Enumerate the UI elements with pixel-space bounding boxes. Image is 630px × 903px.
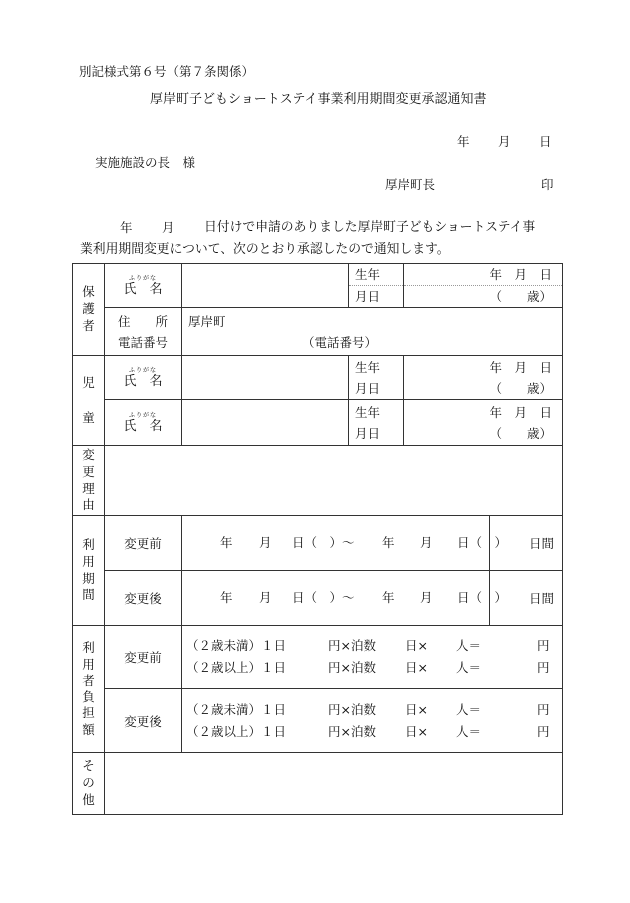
child1-birth-value[interactable]: 年 月 日 （ 歳） xyxy=(404,356,563,400)
form-number: 別記様式第６号（第７条関係） xyxy=(79,64,255,79)
guardian-name-value[interactable] xyxy=(182,264,349,308)
period-after-label: 変更後 xyxy=(105,571,182,626)
date-day: 日 xyxy=(539,134,552,149)
body-line1: 日付けで申請のありました厚岸町子どもショートステイ事 xyxy=(204,220,536,235)
cost-before-value[interactable]: （２歳未満）１日 円×泊数 日× 人＝ 円 （２歳以上）１日 円×泊数 日× 人＝ 円 xyxy=(182,626,563,689)
child-label: 児 童 xyxy=(73,356,105,446)
period-label: 利 用 期 間 xyxy=(73,516,105,626)
reason-value[interactable] xyxy=(105,446,563,516)
child1-name-value[interactable] xyxy=(182,356,349,400)
date-month: 月 xyxy=(498,134,511,149)
cost-before-label: 変更前 xyxy=(105,626,182,689)
other-value[interactable] xyxy=(105,753,563,815)
child2-name-value[interactable] xyxy=(182,400,349,446)
guardian-birth-value[interactable]: 年 月 日 （ 歳） xyxy=(404,264,563,308)
document-title: 厚岸町子どもショートステイ事業利用期間変更承認通知書 xyxy=(150,92,487,107)
body-year: 年 xyxy=(120,220,133,235)
guardian-birth-label: 生年 月日 xyxy=(349,264,404,308)
addressee: 実施施設の長 様 xyxy=(95,155,196,170)
period-before-label: 変更前 xyxy=(105,516,182,571)
child1-birth-label: 生年 月日 xyxy=(349,356,404,400)
period-after-days: 日間 xyxy=(490,571,563,626)
child2-birth-value[interactable]: 年 月 日 （ 歳） xyxy=(404,400,563,446)
reason-label: 変 更 理 由 xyxy=(73,446,105,516)
guardian-address-label: 住 所 電話番号 xyxy=(105,308,182,356)
seal-mark: 印 xyxy=(541,177,554,192)
cost-after-value[interactable]: （２歳未満）１日 円×泊数 日× 人＝ 円 （２歳以上）１日 円×泊数 日× 人＝ 円 xyxy=(182,689,563,753)
child2-birth-label: 生年 月日 xyxy=(349,400,404,446)
child2-name-label: ふりがな 氏 名 xyxy=(105,400,182,446)
body-line2: 業利用期間変更について、次のとおり承認したので通知します。 xyxy=(80,242,450,257)
approval-table xyxy=(72,263,563,815)
cost-label: 利 用 者 負 担 額 xyxy=(73,626,105,753)
date-year: 年 xyxy=(457,134,470,149)
other-label: そ の 他 xyxy=(73,753,105,815)
period-after-value[interactable]: 年 月 日（ ）～ 年 月 日（ ） xyxy=(182,571,490,626)
issuer: 厚岸町長 xyxy=(385,177,436,192)
period-before-value[interactable]: 年 月 日（ ）～ 年 月 日（ ） xyxy=(182,516,490,571)
body-month: 月 xyxy=(162,220,175,235)
guardian-name-label: ふりがな 氏 名 xyxy=(105,264,182,308)
guardian-label: 保 護 者 xyxy=(73,264,105,356)
period-before-days: 日間 xyxy=(490,516,563,571)
guardian-address-value[interactable]: 厚岸町 （電話番号） xyxy=(182,308,563,356)
child1-name-label: ふりがな 氏 名 xyxy=(105,356,182,400)
cost-after-label: 変更後 xyxy=(105,689,182,753)
